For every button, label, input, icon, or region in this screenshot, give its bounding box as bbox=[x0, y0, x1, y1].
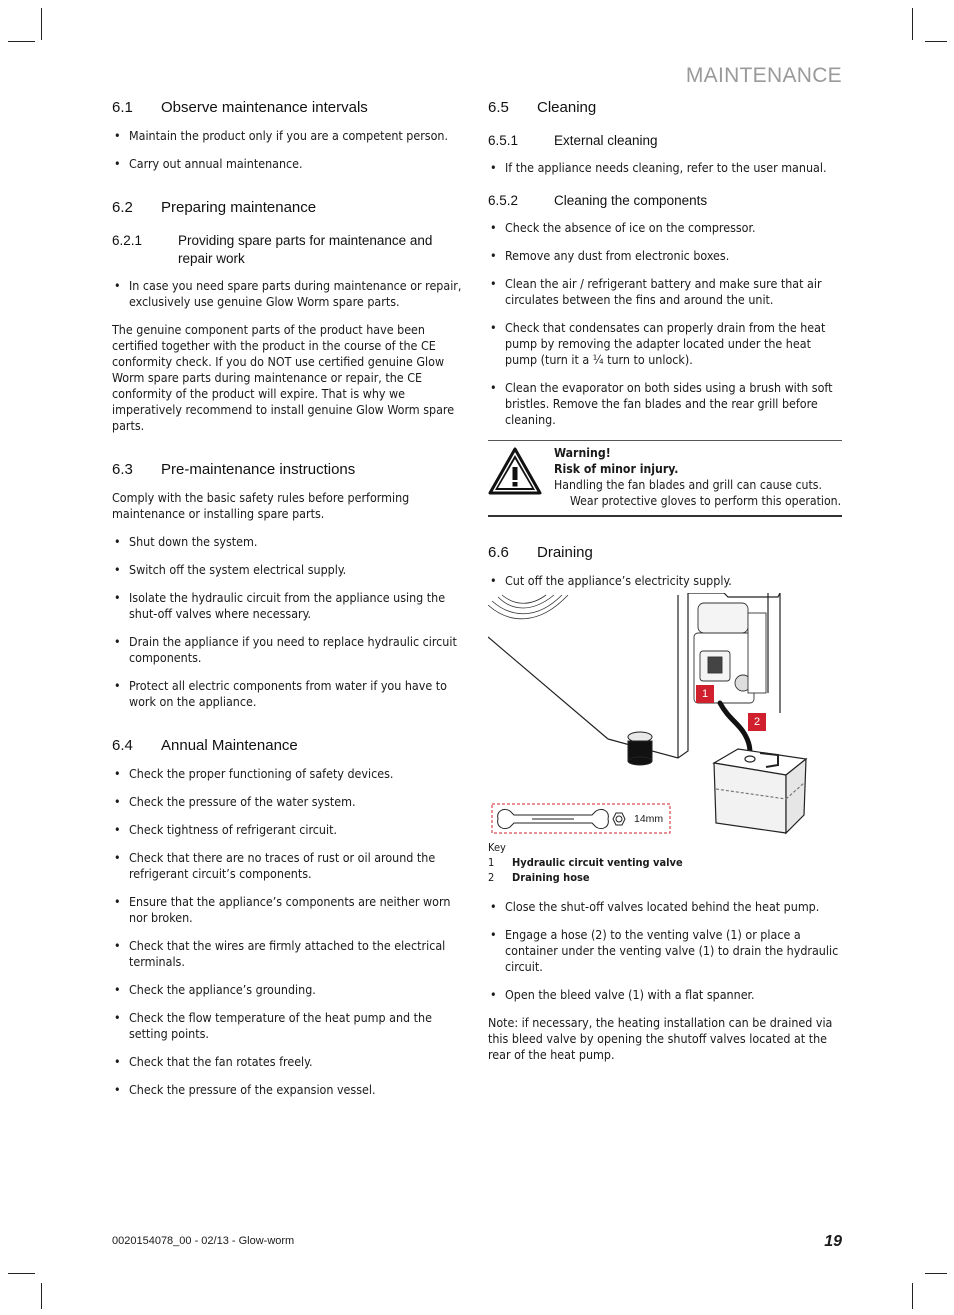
section-6-3-list bbox=[112, 534, 464, 710]
list-item: • Engage a hose (2) to the venting valve (1) or place a container under the venting valve (1) to drain the hydraulic circuit. bbox=[488, 927, 842, 975]
key-row: 1 Hydraulic circuit venting valve bbox=[488, 856, 683, 869]
key-title: Key bbox=[488, 841, 506, 854]
nut-icon bbox=[613, 813, 625, 825]
list-item: • Check that the wires are firmly attached to the electrical terminals. bbox=[112, 938, 464, 970]
section-6-4-list bbox=[112, 766, 464, 1098]
section-6-2-heading: 6.2 Preparing maintenance bbox=[112, 199, 317, 216]
crop-mark bbox=[41, 8, 42, 40]
crop-mark bbox=[925, 1273, 947, 1274]
section-6-5-2-heading: 6.5.2 Cleaning the components bbox=[488, 193, 708, 208]
crop-mark bbox=[41, 1283, 42, 1309]
list-item: • Check the pressure of the expansion vessel. bbox=[112, 1082, 464, 1098]
list-item: • Shut down the system. bbox=[112, 534, 464, 550]
heat-pump-drawing bbox=[488, 593, 842, 838]
page-number: 19 bbox=[824, 1233, 842, 1250]
list-item: • Check the absence of ice on the compressor. bbox=[488, 220, 842, 236]
warning-subtitle: Risk of minor injury. bbox=[554, 462, 679, 476]
list-item: • If the appliance needs cleaning, refer to the user manual. bbox=[488, 160, 842, 176]
list-item: • Remove any dust from electronic boxes. bbox=[488, 248, 842, 264]
section-6-5-1-heading: 6.5.1 External cleaning bbox=[488, 133, 658, 148]
crop-mark bbox=[8, 1273, 35, 1274]
section-6-5-heading: 6.5 Cleaning bbox=[488, 99, 597, 116]
section-6-1-heading: 6.1 Observe maintenance intervals bbox=[112, 99, 368, 116]
list-item: • Check that condensates can properly drain from the heat pump by removing the adapter located under the heat pump (turn it a ¼ turn to unlock). bbox=[488, 320, 842, 368]
right-column bbox=[488, 98, 842, 1075]
list-item: • Check the proper functioning of safety devices. bbox=[112, 766, 464, 782]
warning-triangle-icon bbox=[488, 445, 554, 509]
warning-title: Warning! bbox=[554, 446, 611, 460]
list-item: • In case you need spare parts during maintenance or repair, exclusively use genuine Glow Worm spare parts. bbox=[112, 278, 464, 310]
section-6-6-list-after bbox=[488, 899, 842, 1003]
list-item: • Check that the fan rotates freely. bbox=[112, 1054, 464, 1070]
spare-parts-paragraph: The genuine component parts of the product have been certified together with the product in the course of the CE conformity check. If you do NOT use certified genuine Glow Worm spare parts during maintenance or repair, the CE conformity of the product will expire. That is why we imperatively recommend to install genuine Glow Worm spare parts. bbox=[112, 322, 455, 433]
section-6-2-1-list bbox=[112, 278, 464, 310]
list-item: • Check the pressure of the water system. bbox=[112, 794, 464, 810]
section-6-3-heading: 6.3 Pre-maintenance instructions bbox=[112, 461, 356, 478]
figure-key bbox=[488, 840, 842, 885]
section-6-2-1-heading: 6.2.1 Providing spare parts for maintenance and repair work bbox=[112, 233, 433, 266]
spanner-size-label: 14mm bbox=[634, 813, 664, 825]
crop-mark bbox=[912, 8, 913, 40]
warning-box bbox=[488, 440, 842, 517]
warning-action: Wear protective gloves to perform this operation. bbox=[570, 494, 842, 508]
page-section-title: MAINTENANCE bbox=[685, 64, 842, 87]
list-item: • Switch off the system electrical supply. bbox=[112, 562, 464, 578]
callout-label-2: 2 bbox=[748, 713, 766, 731]
crop-mark bbox=[925, 41, 947, 42]
list-item: • Check the flow temperature of the heat pump and the setting points. bbox=[112, 1010, 464, 1042]
list-item: • Ensure that the appliance’s components are neither worn nor broken. bbox=[112, 894, 464, 926]
list-item: • Carry out annual maintenance. bbox=[112, 156, 464, 172]
list-item: • Check that there are no traces of rust or oil around the refrigerant circuit’s components. bbox=[112, 850, 464, 882]
warning-text: Handling the fan blades and grill can cause cuts. bbox=[554, 478, 822, 492]
spanner-icon bbox=[498, 809, 609, 828]
list-item: • Isolate the hydraulic circuit from the appliance using the shut-off valves where necessary. bbox=[112, 590, 464, 622]
safety-rules-paragraph: Comply with the basic safety rules before performing maintenance or installing spare parts. bbox=[112, 490, 410, 521]
list-item: • Protect all electric components from water if you have to work on the appliance. bbox=[112, 678, 464, 710]
list-item: • Check the appliance’s grounding. bbox=[112, 982, 464, 998]
draining-note: Note: if necessary, the heating installation can be drained via this bleed valve by opening the shutoff valves located at the rear of the heat pump. bbox=[488, 1015, 833, 1062]
crop-mark bbox=[8, 41, 35, 42]
list-item: • Close the shut-off valves located behind the heat pump. bbox=[488, 899, 842, 915]
key-row: 2 Draining hose bbox=[488, 871, 590, 884]
list-item: • Clean the evaporator on both sides using a brush with soft bristles. Remove the fan blades and the rear grill before cleaning. bbox=[488, 380, 842, 428]
section-6-5-2-list bbox=[488, 220, 842, 428]
draining-illustration bbox=[488, 593, 842, 838]
section-6-5-1-list bbox=[488, 160, 842, 176]
list-item: • Cut off the appliance’s electricity supply. bbox=[488, 573, 842, 589]
section-6-6-list-before bbox=[488, 573, 842, 589]
list-item: • Drain the appliance if you need to replace hydraulic circuit components. bbox=[112, 634, 464, 666]
document-reference: 0020154078_00 - 02/13 - Glow-worm bbox=[112, 1235, 295, 1247]
section-6-1-list bbox=[112, 128, 464, 172]
section-6-4-heading: 6.4 Annual Maintenance bbox=[112, 737, 298, 754]
list-item: • Clean the air / refrigerant battery and make sure that air circulates between the fins and around the unit. bbox=[488, 276, 842, 308]
list-item: • Check tightness of refrigerant circuit. bbox=[112, 822, 464, 838]
list-item: • Open the bleed valve (1) with a flat spanner. bbox=[488, 987, 842, 1003]
callout-label-1: 1 bbox=[696, 685, 714, 703]
section-6-6-heading: 6.6 Draining bbox=[488, 544, 593, 561]
list-item: • Maintain the product only if you are a competent person. bbox=[112, 128, 464, 144]
left-column bbox=[112, 98, 464, 1110]
crop-mark bbox=[912, 1283, 913, 1309]
